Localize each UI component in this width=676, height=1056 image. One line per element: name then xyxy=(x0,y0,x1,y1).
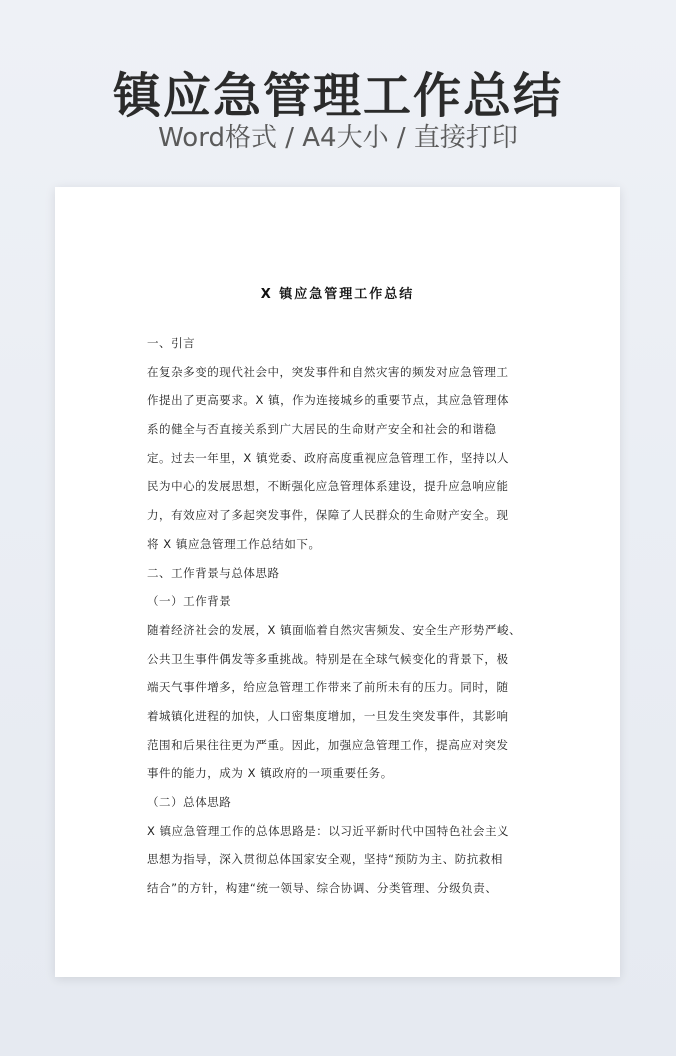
banner-title: 镇应急管理工作总结 xyxy=(112,68,563,124)
paragraph-line: 力，有效应对了多起突发事件，保障了人民群众的生命财产安全。现 xyxy=(147,508,509,523)
section-heading-background: 二、工作背景与总体思路 xyxy=(147,565,280,580)
paragraph-line: X 镇应急管理工作的总体思路是：以习近平新时代中国特色社会主义 xyxy=(147,823,510,838)
paragraph-line: 公共卫生事件偶发等多重挑战。特别是在全球气候变化的背景下，极 xyxy=(147,651,509,666)
paragraph-line: 在复杂多变的现代社会中，突发事件和自然灾害的频发对应急管理工 xyxy=(147,364,509,379)
paragraph-line: 端天气事件增多，给应急管理工作带来了前所未有的压力。同时，随 xyxy=(147,680,509,695)
paragraph-line: 民为中心的发展思想，不断强化应急管理体系建设，提升应急响应能 xyxy=(147,479,509,494)
paragraph-line: 系的健全与否直接关系到广大居民的生命财产安全和社会的和谐稳 xyxy=(147,422,497,437)
document-title: X 镇应急管理工作总结 xyxy=(260,287,415,302)
subsection-heading-work-background: （一）工作背景 xyxy=(147,594,232,609)
paragraph-line: 作提出了更高要求。X 镇，作为连接城乡的重要节点，其应急管理体 xyxy=(147,393,510,408)
paragraph-line: 将 X 镇应急管理工作总结如下。 xyxy=(147,536,321,551)
paragraph-line: 随着经济社会的发展，X 镇面临着自然灾害频发、安全生产形势严峻、 xyxy=(147,622,522,637)
subsection-heading-overall-approach: （二）总体思路 xyxy=(147,795,232,809)
paragraph-line: 事件的能力，成为 X 镇政府的一项重要任务。 xyxy=(147,766,393,781)
paragraph-line: 范围和后果往往更为严重。因此，加强应急管理工作，提高应对突发 xyxy=(147,737,509,752)
paragraph-line: 结合”的方针，构建“统一领导、综合协调、分类管理、分级负责、 xyxy=(147,881,498,896)
document-body xyxy=(147,329,530,903)
section-heading-introduction: 一、引言 xyxy=(147,336,196,350)
document-page xyxy=(55,187,620,977)
paragraph-line: 定。过去一年里，X 镇党委、政府高度重视应急管理工作，坚持以人 xyxy=(147,450,510,465)
banner-subtitle: Word格式 / A4大小 / 直接打印 xyxy=(158,123,518,153)
paragraph-line: 着城镇化进程的加快，人口密集度增加，一旦发生突发事件，其影响 xyxy=(147,708,509,723)
paragraph-line: 思想为指导，深入贯彻总体国家安全观，坚持“预防为主、防抗救相 xyxy=(147,852,503,867)
